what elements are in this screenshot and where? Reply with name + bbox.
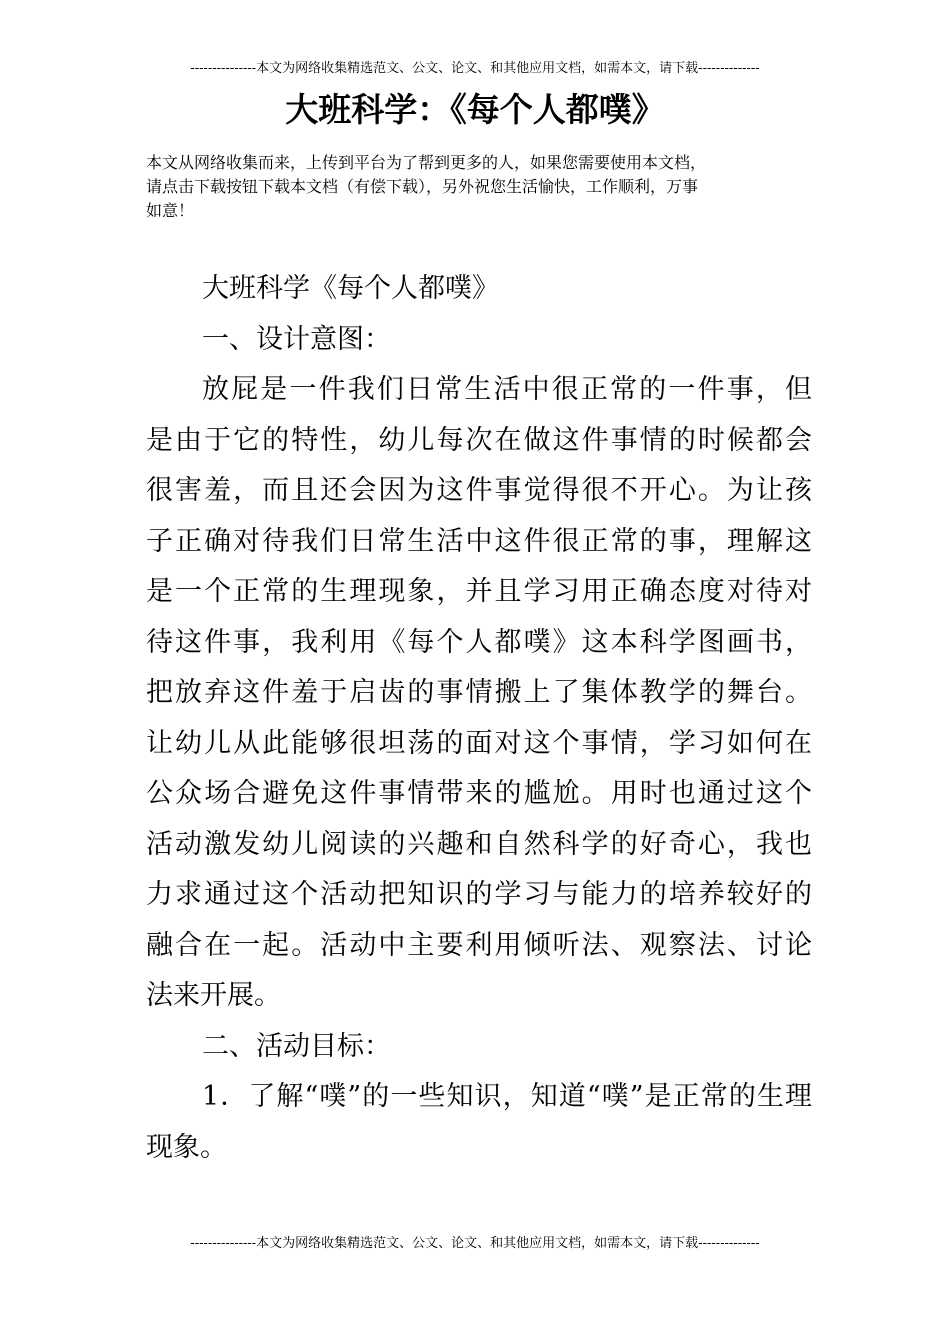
section-heading-objectives: 二、活动目标： [202, 1030, 391, 1062]
paragraph-line: 待这件事，我利用《每个人都噗》这本科学图画书， [146, 626, 812, 658]
paragraph-line: 法来开展。 [146, 980, 281, 1011]
objective-line: 1．了解“噗”的一些知识，知道“噗”是正常的生理 [202, 1081, 812, 1112]
notice-line: 请点击下载按钮下载本文档（有偿下载），另外祝您生活愉快，工作顺利，万事 [146, 177, 699, 196]
paragraph-line: 是一个正常的生理现象，并且学习用正确态度对待对 [146, 576, 812, 607]
header-banner: ---------------本文为网络收集精选范文、公文、论文、和其他应用文档，如需本文，请下载-------------- [190, 61, 760, 76]
paragraph-line: 融合在一起。活动中主要利用倾听法、观察法、讨论 [146, 929, 812, 961]
paragraph-line: 让幼儿从此能够很坦荡的面对这个事情，学习如何在 [146, 727, 812, 759]
paragraph-line: 公众场合避免这件事情带来的尴尬。用时也通过这个 [146, 778, 812, 809]
download-notice [146, 151, 810, 223]
paragraph-line: 子正确对待我们日常生活中这件很正常的事，理解这 [146, 525, 812, 557]
paragraph-line: 很害羞，而且还会因为这件事觉得很不开心。为让孩 [146, 475, 812, 506]
document-body [146, 264, 812, 1173]
paragraph-line: 力求通过这个活动把知识的学习与能力的培养较好的 [146, 879, 812, 910]
paragraph-line: 把放弃这件羞于启齿的事情搬上了集体教学的舞台。 [146, 677, 812, 708]
paragraph-line: 放屁是一件我们日常生活中很正常的一件事，但 [202, 374, 812, 405]
footer-banner: ---------------本文为网络收集精选范文、公文、论文、和其他应用文档，如需本文，请下载-------------- [190, 1236, 760, 1251]
body-heading: 大班科学《每个人都噗》 [202, 273, 499, 304]
notice-line: 如意！ [146, 201, 195, 220]
objective-line: 现象。 [146, 1131, 227, 1163]
notice-line: 本文从网络收集而来，上传到平台为了帮到更多的人，如果您需要使用本文档， [146, 153, 707, 172]
paragraph-line: 活动激发幼儿阅读的兴趣和自然科学的好奇心，我也 [146, 828, 812, 860]
paragraph-line: 是由于它的特性，幼儿每次在做这件事情的时候都会 [146, 424, 812, 456]
document-title: 大班科学：《每个人都噗》 [285, 90, 665, 129]
section-heading-design-intent: 一、设计意图： [202, 323, 391, 355]
